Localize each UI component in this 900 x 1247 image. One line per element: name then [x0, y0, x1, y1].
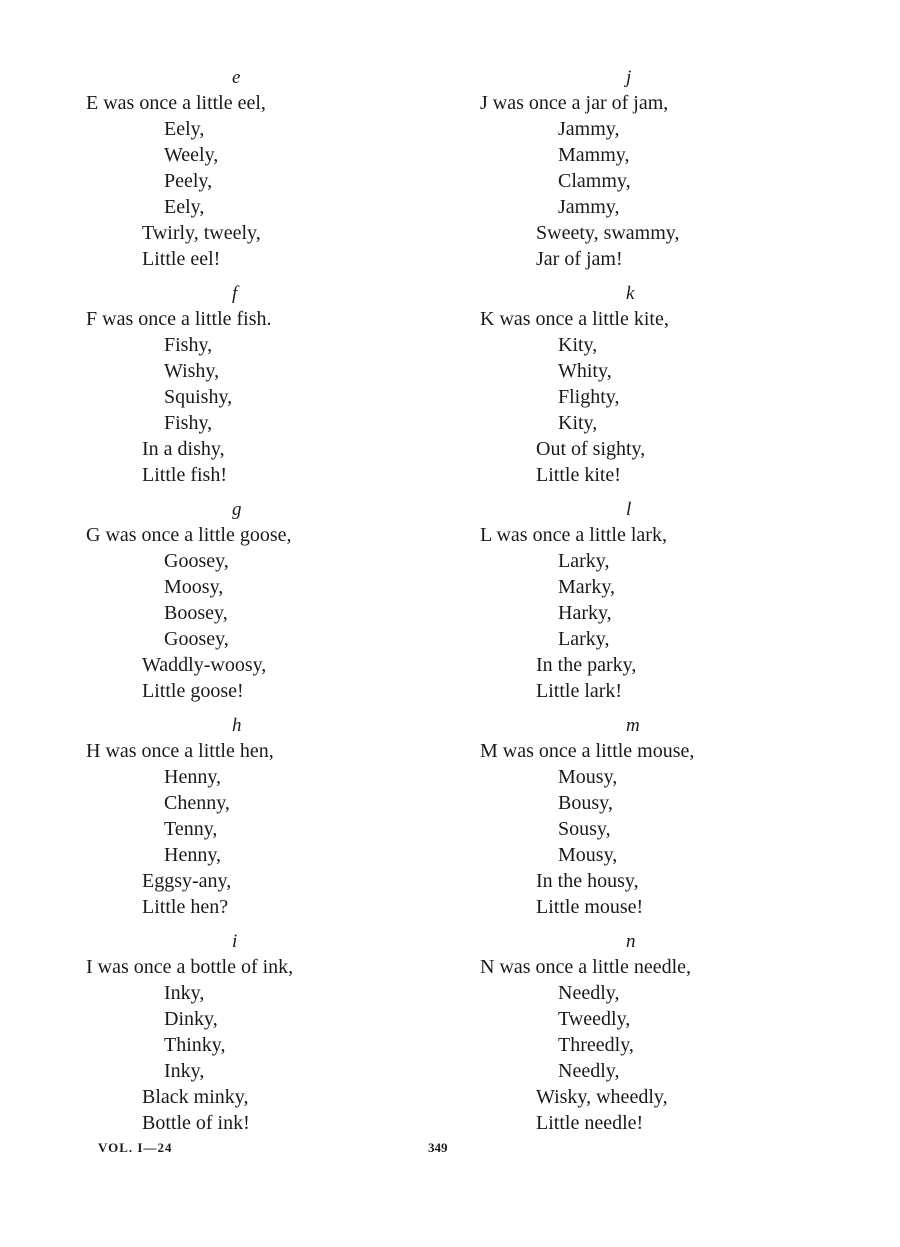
stanza-letter: n	[626, 931, 636, 952]
stanza-m	[480, 714, 880, 930]
stanza-line: Boosey,	[164, 602, 228, 624]
stanza-line: In the parky,	[536, 654, 637, 676]
stanza-letter: l	[626, 499, 632, 520]
stanza-line: Weely,	[164, 144, 219, 166]
stanza-letter: m	[626, 715, 640, 736]
stanza-g	[86, 498, 486, 714]
stanza-line: Inky,	[164, 982, 205, 1004]
stanza-line: Whity,	[558, 360, 612, 382]
stanza-line: In a dishy,	[142, 438, 225, 460]
stanza-line: Fishy,	[164, 334, 213, 356]
stanza-line: Wisky, wheedly,	[536, 1086, 668, 1108]
stanza-line: Kity,	[558, 412, 598, 434]
stanza-line: Henny,	[164, 844, 222, 866]
stanza-line: Moosy,	[164, 576, 224, 598]
stanza-first-line: N was once a little needle,	[480, 956, 692, 978]
stanza-line: Larky,	[558, 628, 610, 650]
stanza-line: Thinky,	[164, 1034, 226, 1056]
stanza-line: Henny,	[164, 766, 222, 788]
stanza-line: Jammy,	[558, 118, 620, 140]
stanza-line: Peely,	[164, 170, 213, 192]
stanza-f	[86, 282, 486, 498]
stanza-i	[86, 930, 486, 1146]
stanza-letter: g	[232, 499, 242, 520]
stanza-line: Mousy,	[558, 766, 618, 788]
stanza-line: Inky,	[164, 1060, 205, 1082]
stanza-line: Dinky,	[164, 1008, 218, 1030]
stanza-line: Goosey,	[164, 550, 229, 572]
stanza-line: Fishy,	[164, 412, 213, 434]
stanza-line: Twirly, tweely,	[142, 222, 261, 244]
stanza-line: Little kite!	[536, 464, 621, 486]
stanza-line: Bousy,	[558, 792, 613, 814]
stanza-line: Jammy,	[558, 196, 620, 218]
stanza-j	[480, 66, 880, 282]
stanza-line: Sousy,	[558, 818, 611, 840]
stanza-line: Mammy,	[558, 144, 630, 166]
stanza-l	[480, 498, 880, 714]
stanza-line: Waddly-woosy,	[142, 654, 267, 676]
stanza-line: Needly,	[558, 1060, 620, 1082]
stanza-line: Kity,	[558, 334, 598, 356]
stanza-line: Eggsy-any,	[142, 870, 232, 892]
stanza-first-line: G was once a little goose,	[86, 524, 292, 546]
left-column	[86, 66, 486, 1146]
stanza-line: Harky,	[558, 602, 612, 624]
stanza-line: Out of sighty,	[536, 438, 646, 460]
stanza-n	[480, 930, 880, 1146]
stanza-line: Threedly,	[558, 1034, 634, 1056]
stanza-line: Little needle!	[536, 1112, 644, 1134]
stanza-line: In the housy,	[536, 870, 639, 892]
stanza-line: Tweedly,	[558, 1008, 631, 1030]
stanza-first-line: L was once a little lark,	[480, 524, 667, 546]
stanza-line: Black minky,	[142, 1086, 249, 1108]
stanza-line: Larky,	[558, 550, 610, 572]
page-number: 349	[428, 1140, 448, 1155]
stanza-line: Eely,	[164, 196, 205, 218]
stanza-line: Goosey,	[164, 628, 229, 650]
stanza-first-line: K was once a little kite,	[480, 308, 669, 330]
stanza-line: Little goose!	[142, 680, 244, 702]
stanza-line: Little eel!	[142, 248, 221, 270]
stanza-first-line: I was once a bottle of ink,	[86, 956, 294, 978]
volume-label: VOL. I—24	[98, 1140, 173, 1155]
stanza-line: Mousy,	[558, 844, 618, 866]
stanza-letter: f	[232, 283, 238, 304]
stanza-line: Clammy,	[558, 170, 631, 192]
stanza-line: Eely,	[164, 118, 205, 140]
stanza-line: Flighty,	[558, 386, 620, 408]
stanza-k	[480, 282, 880, 498]
stanza-line: Squishy,	[164, 386, 233, 408]
stanza-first-line: J was once a jar of jam,	[480, 92, 669, 114]
stanza-first-line: E was once a little eel,	[86, 92, 266, 114]
stanza-line: Wishy,	[164, 360, 220, 382]
stanza-letter: e	[232, 67, 241, 88]
stanza-line: Little lark!	[536, 680, 623, 702]
stanza-line: Marky,	[558, 576, 616, 598]
stanza-h	[86, 714, 486, 930]
stanza-line: Sweety, swammy,	[536, 222, 680, 244]
right-column	[480, 66, 880, 1146]
stanza-e	[86, 66, 486, 282]
stanza-letter: j	[626, 67, 632, 88]
stanza-first-line: H was once a little hen,	[86, 740, 274, 762]
stanza-line: Bottle of ink!	[142, 1112, 250, 1134]
stanza-line: Needly,	[558, 982, 620, 1004]
stanza-line: Little mouse!	[536, 896, 644, 918]
stanza-first-line: F was once a little fish.	[86, 308, 272, 330]
stanza-letter: i	[232, 931, 238, 952]
stanza-letter: k	[626, 283, 635, 304]
stanza-line: Tenny,	[164, 818, 218, 840]
stanza-line: Chenny,	[164, 792, 230, 814]
stanza-letter: h	[232, 715, 242, 736]
stanza-line: Little fish!	[142, 464, 227, 486]
stanza-first-line: M was once a little mouse,	[480, 740, 695, 762]
stanza-line: Little hen?	[142, 896, 229, 918]
stanza-line: Jar of jam!	[536, 248, 623, 270]
